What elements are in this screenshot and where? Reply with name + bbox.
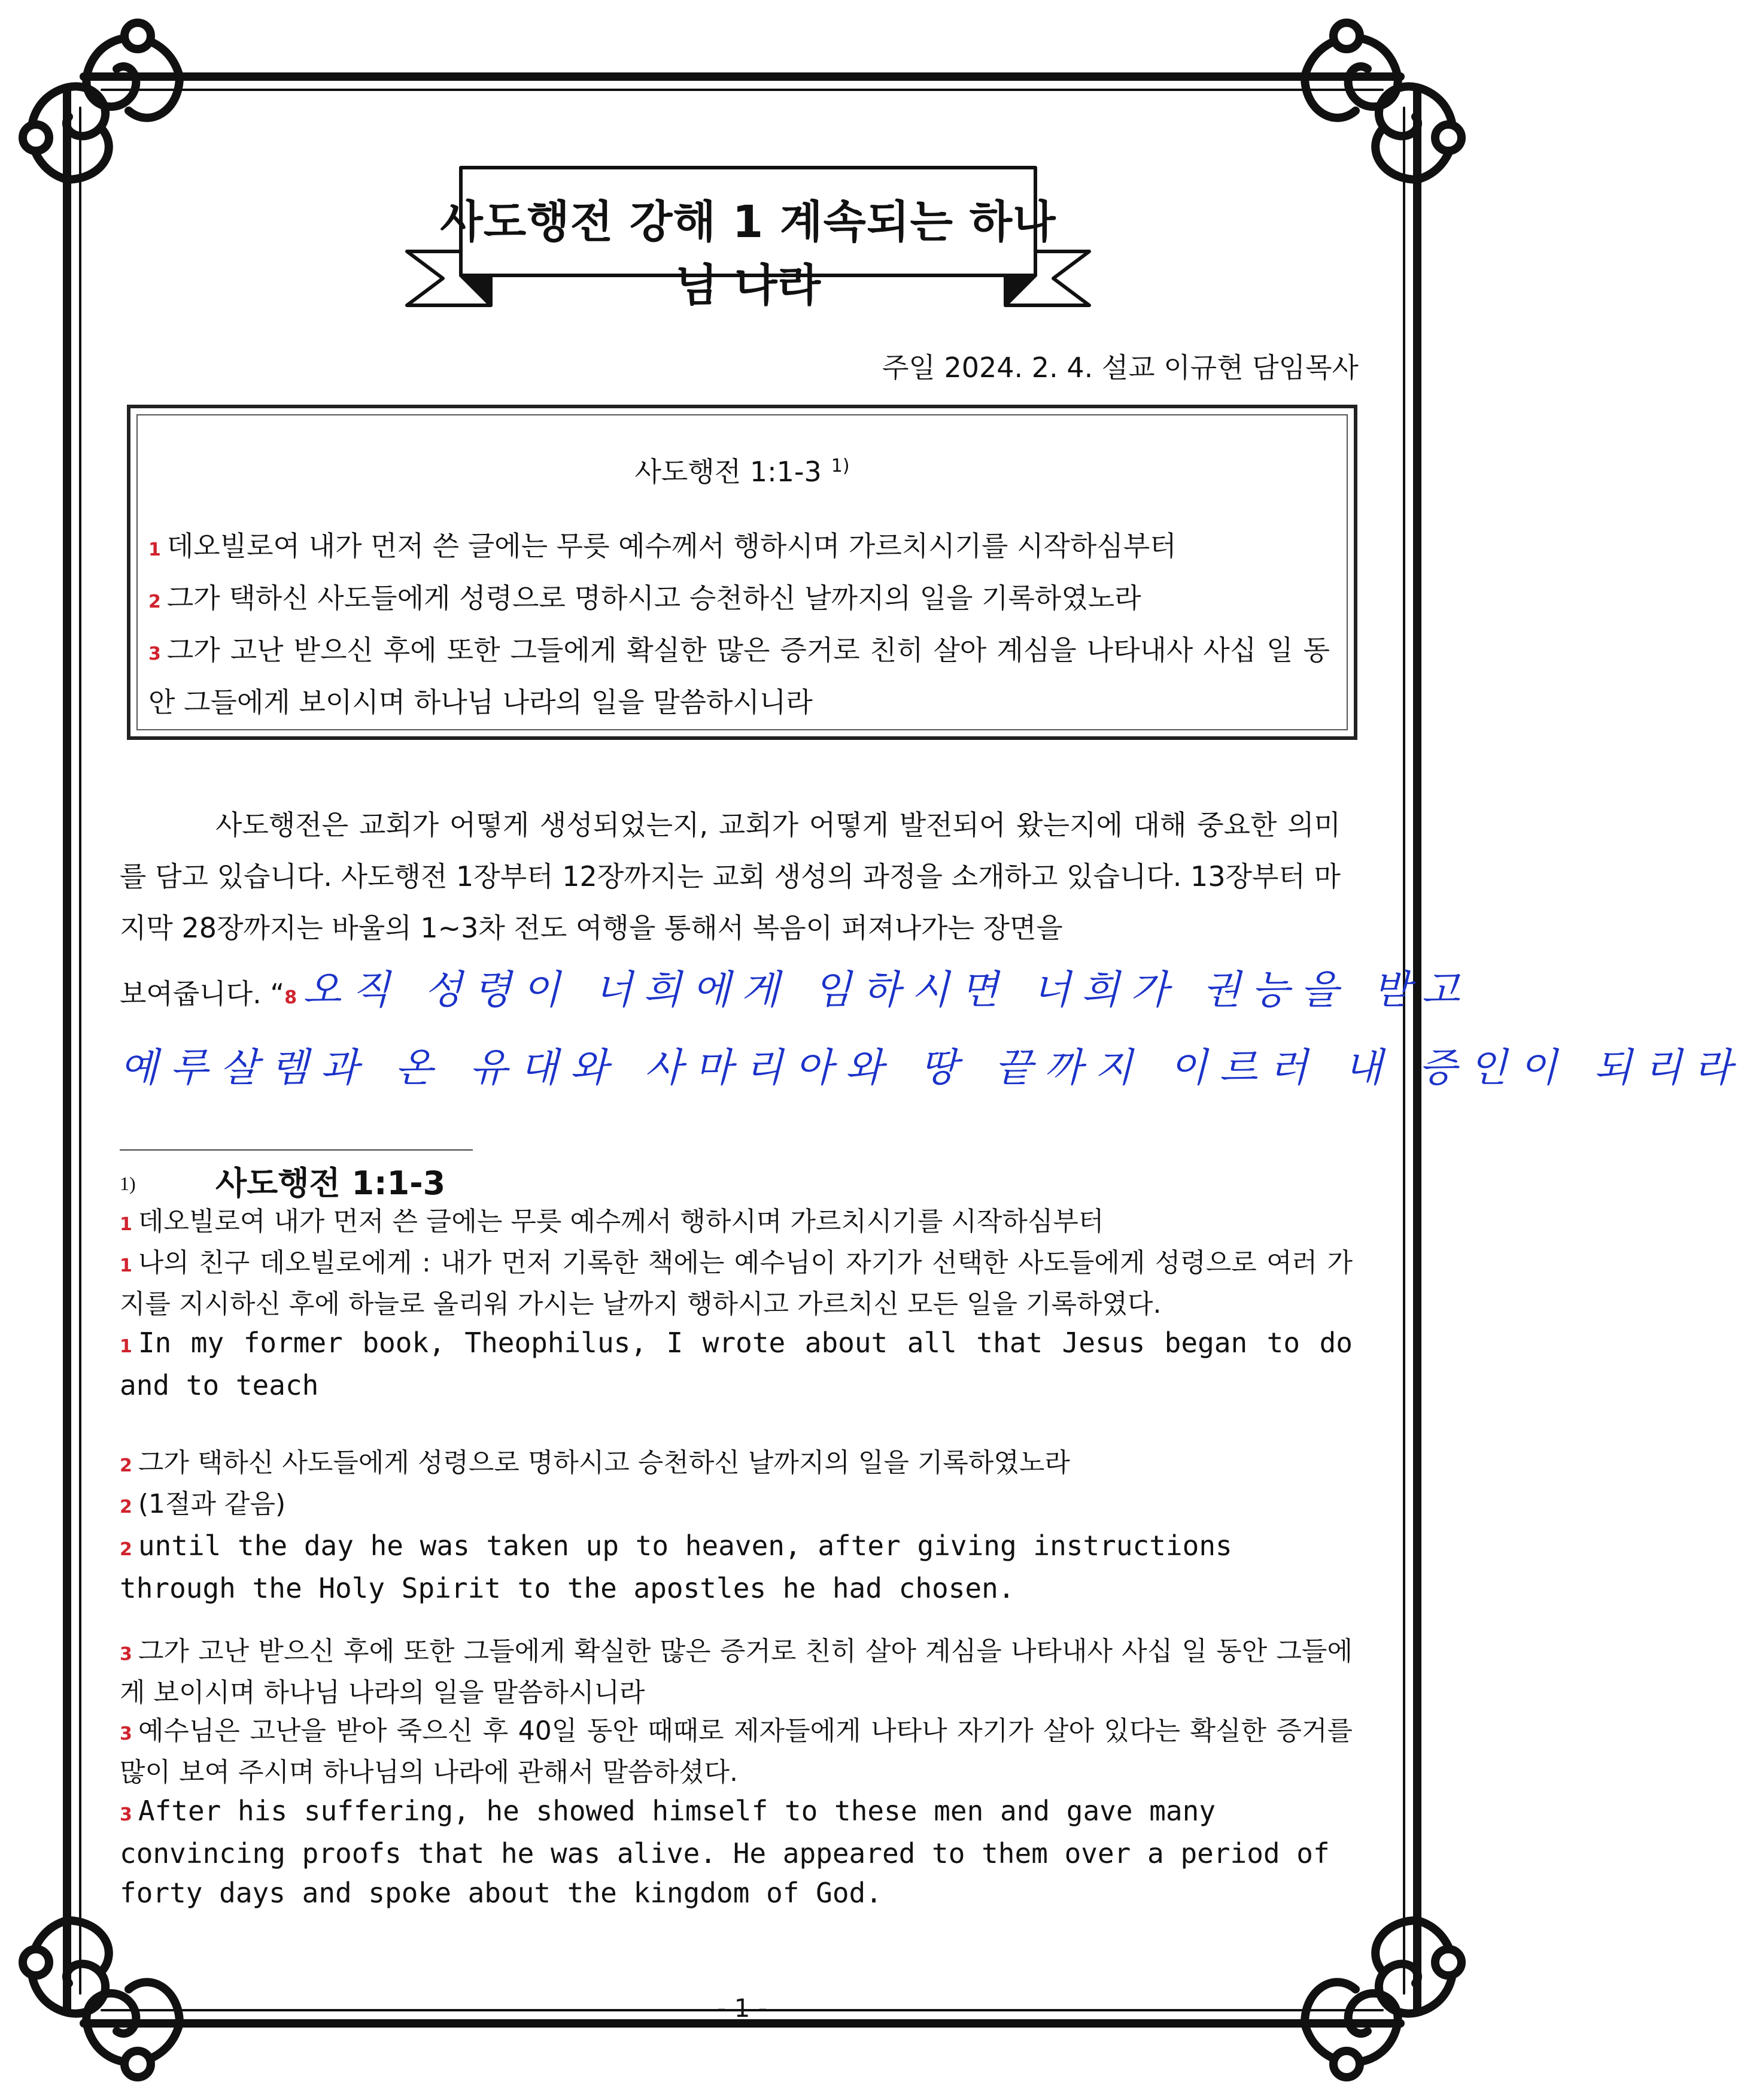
footnote-modern-text: 나의 친구 데오빌로에게 : 내가 먼저 기록한 책에는 예수님이 자기가 선택한 사도들에게 성령으로 여러 가지를 지시하신 후에 하늘로 올리워 가시는 날까지 행하시고 가르치신 모든 일을 기록하였다. [120, 1248, 1353, 1319]
verse-number: 3 [120, 1723, 132, 1744]
footnote-korean-text: 데오빌로여 내가 먼저 쓴 글에는 무릇 예수께서 행하시며 가르치시기를 시작하심부터 [138, 1206, 1104, 1237]
footnote-modern-text: (1절과 같음) [138, 1489, 286, 1519]
footnote-korean-line [120, 1444, 1353, 1485]
page-number: - 1 - [717, 1993, 767, 2023]
footnote-modern-line [120, 1244, 1353, 1324]
corner-flourish-icon [23, 23, 180, 180]
footnote-modern-text: 예수님은 고난을 받아 죽으신 후 40일 동안 때때로 제자들에게 나타나 자기가 살아 있다는 확실한 증거를 많이 보여 주시며 하나님의 나라에 관해서 말씀하셨다. [120, 1716, 1353, 1788]
quote-text-1: 오직 성령이 너희에게 임하시면 너희가 권능을 받고 [303, 967, 1470, 1013]
scripture-verse [148, 522, 1330, 574]
quote-line-1 [120, 958, 1470, 1015]
footnote [120, 1164, 1353, 1913]
footnote-english-text: After his suffering, he showed himself to these men and gave many convincing proofs that he was alive. He appeared to them over a period of forty days and spoke about the kingdom of God. [120, 1795, 1330, 1909]
sermon-meta: 주일 2024. 2. 4. 설교 이규현 담임목사 [882, 351, 1359, 384]
footnote-english-line [120, 1527, 1353, 1609]
footnote-marker[interactable]: 1) [831, 455, 850, 477]
scripture-verses [148, 522, 1330, 726]
verse-number: 2 [120, 1497, 132, 1518]
verse-number: 3 [148, 644, 161, 664]
footnote-modern-line [120, 1485, 1353, 1527]
footnote-korean-line [120, 1632, 1353, 1712]
footnote-english-text: In my former book, Theophilus, I wrote about all that Jesus began to do and to teach [120, 1327, 1353, 1401]
footnote-korean-line [120, 1203, 1353, 1244]
footnote-verse-group [120, 1444, 1353, 1609]
verse-number: 1 [120, 1255, 132, 1276]
footnote-korean-text: 그가 택하신 사도들에게 성령으로 명하시고 승천하신 날까지의 일을 기록하였노라 [138, 1447, 1070, 1478]
footnote-divider [120, 1149, 473, 1151]
footnote-english-line [120, 1792, 1353, 1913]
verse-text: 데오빌로여 내가 먼저 쓴 글에는 무릇 예수께서 행하시며 가르치시기를 시작하심부터 [166, 530, 1177, 562]
quote-verse-number: 8 [284, 987, 297, 1008]
footnote-marker-label: 1) [120, 1173, 136, 1194]
scripture-reference-text: 사도행전 1:1-3 [634, 456, 822, 488]
quote-lead: 보여줍니다. “ [120, 978, 285, 1010]
page-title: 사도행전 강해 1 계속되는 하나님 나라 [440, 196, 1056, 311]
verse-text: 그가 고난 받으신 후에 또한 그들에게 확실한 많은 증거로 친히 살아 계심을 나타내사 사십 일 동안 그들에게 보이시며 하나님 나라의 일을 말씀하시니라 [148, 634, 1330, 718]
footnote-korean-text: 그가 고난 받으신 후에 또한 그들에게 확실한 많은 증거로 친히 살아 계심을 나타내사 사십 일 동안 그들에게 보이시며 하나님 나라의 일을 말씀하시니라 [120, 1636, 1353, 1708]
footnote-header [120, 1164, 1353, 1203]
verse-number: 1 [120, 1214, 132, 1235]
body-paragraph-text: 사도행전은 교회가 어떻게 생성되었는지, 교회가 어떻게 발전되어 왔는지에 대해 중요한 의미를 담고 있습니다. 사도행전 1장부터 12장까지는 교회 생성의 과정을 소개하고 있습니다. 13장부터 마지막 28장까지는 바울의 1~3차 전도 여행을 통해서 복음이 퍼져나가는 장면을 [120, 809, 1341, 944]
verse-number: 2 [120, 1539, 132, 1560]
scripture-reference [130, 450, 1354, 490]
footnote-english-text: until the day he was taken up to heaven, after giving instructions through the Holy Spirit to the apostles he had chosen. [120, 1530, 1232, 1604]
body-paragraph [120, 799, 1341, 954]
quote-text-2: 예루살렘과 온 유대와 사마리아와 땅 끝까지 이르러 내 증인이 되리라 [120, 1045, 1744, 1091]
verse-number: 3 [120, 1644, 132, 1665]
footnote-modern-line [120, 1712, 1353, 1792]
verse-text: 그가 택하신 사도들에게 성령으로 명하시고 승천하신 날까지의 일을 기록하였노라 [166, 582, 1141, 614]
footnote-title: 사도행전 1:1-3 [215, 1164, 446, 1202]
footnote-english-line [120, 1324, 1353, 1406]
scripture-verse [148, 626, 1330, 726]
verse-number: 3 [120, 1804, 132, 1825]
footnote-verse-group [120, 1203, 1353, 1406]
verse-number: 2 [148, 591, 161, 612]
scripture-box [127, 405, 1357, 740]
scripture-verse [148, 574, 1330, 626]
verse-number: 2 [120, 1455, 132, 1476]
verse-number: 1 [120, 1336, 132, 1357]
verse-number: 1 [148, 539, 161, 560]
footnote-verse-group [120, 1632, 1353, 1913]
